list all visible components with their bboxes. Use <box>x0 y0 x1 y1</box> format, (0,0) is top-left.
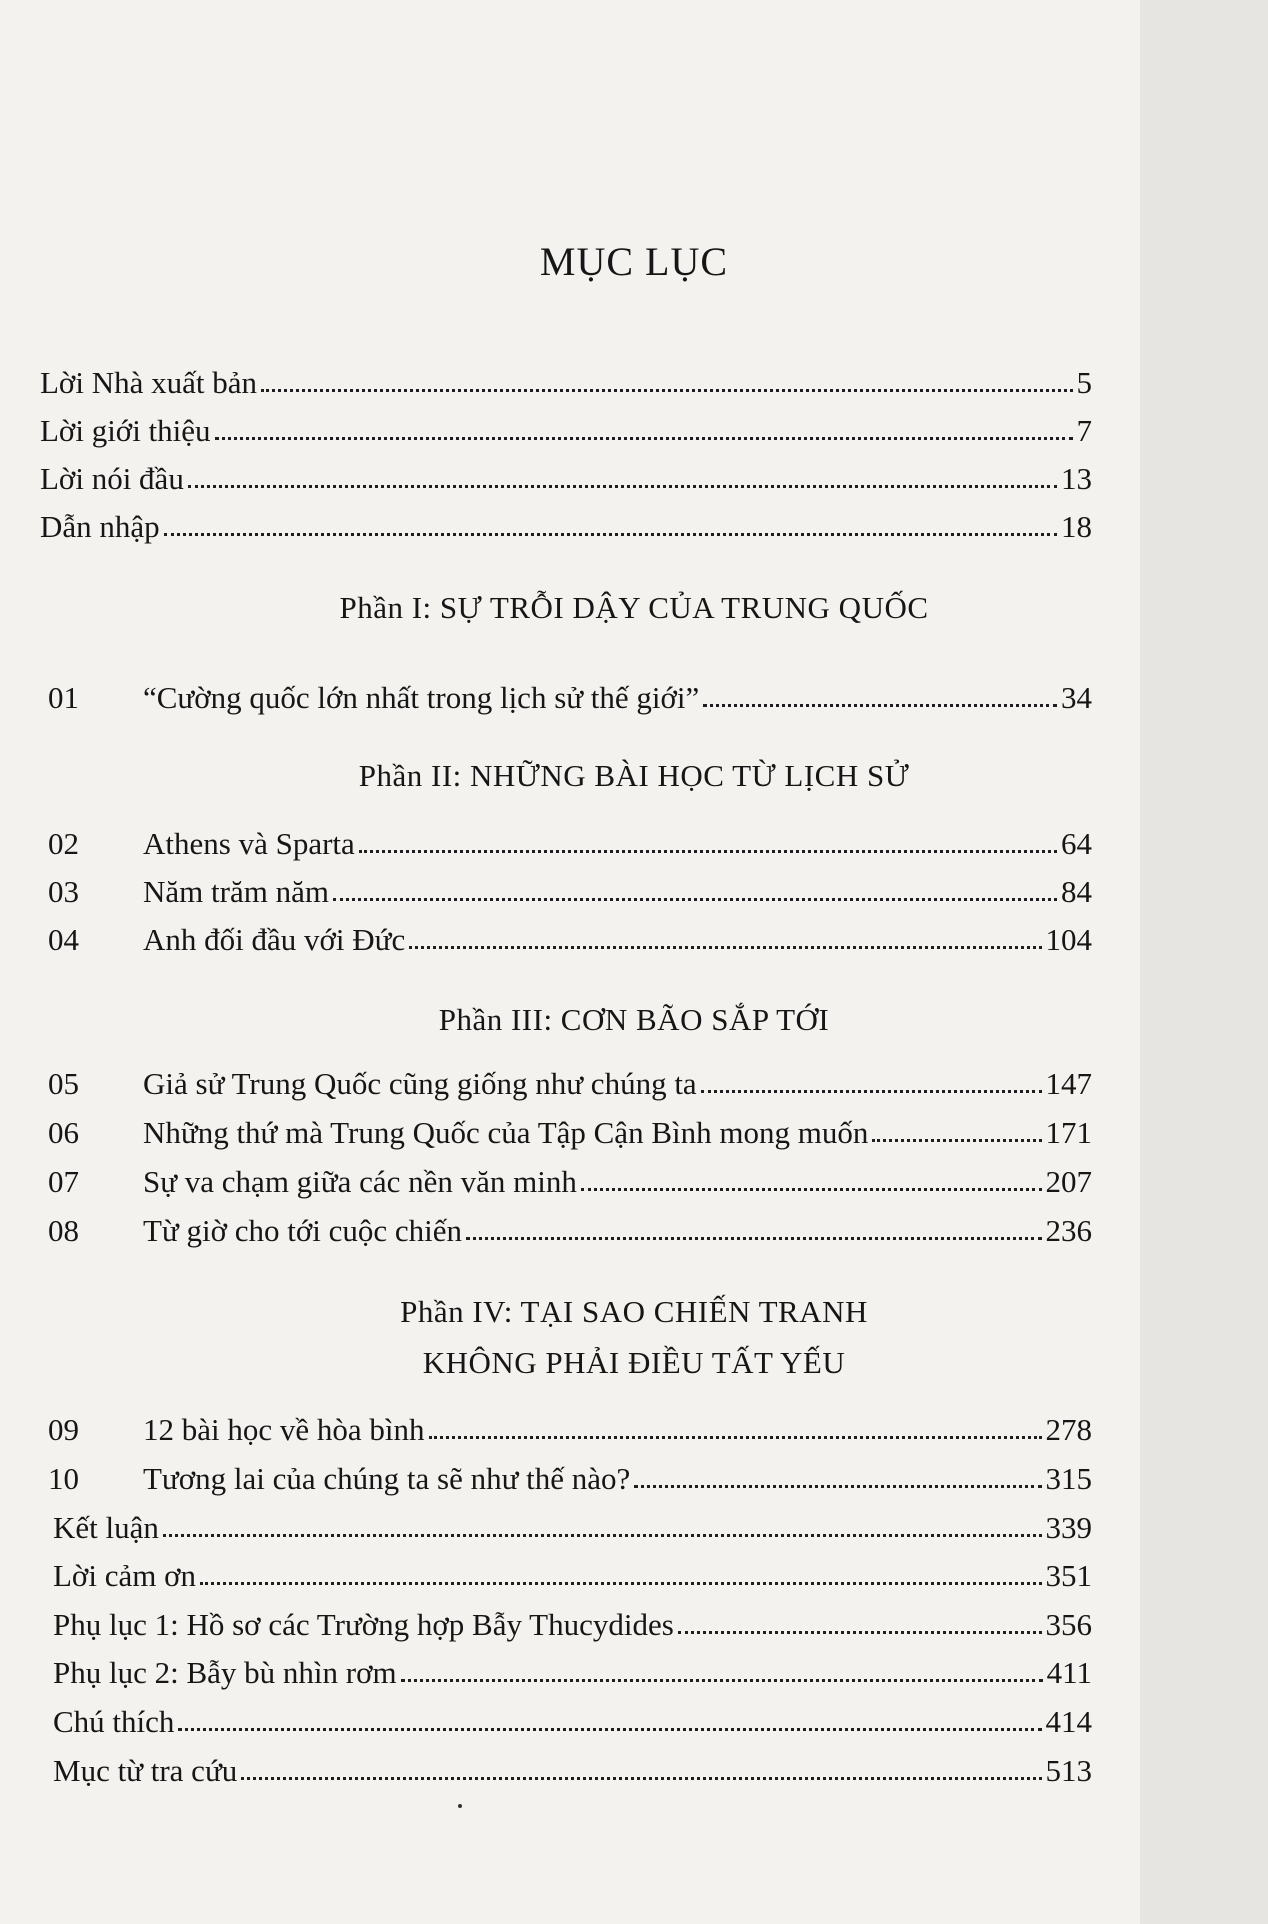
entry-page: 64 <box>1061 826 1092 861</box>
entry-page: 351 <box>1045 1558 1092 1593</box>
entry-label: Kết luận <box>53 1510 159 1545</box>
part-heading: KHÔNG PHẢI ĐIỀU TẤT YẾU <box>422 1345 846 1380</box>
toc-entry <box>40 357 1092 401</box>
part-heading: Phần II: NHỮNG BÀI HỌC TỪ LỊCH SỬ <box>358 758 910 793</box>
page-edge-shadow <box>1140 0 1268 1924</box>
entry-page: 147 <box>1045 1066 1092 1101</box>
dot-leader <box>200 1582 1042 1585</box>
toc-entry <box>48 866 1092 910</box>
entry-label: Lời Nhà xuất bản <box>40 365 257 400</box>
entry-label: Những thứ mà Trung Quốc của Tập Cận Bình mong muốn <box>143 1115 869 1150</box>
entry-label: Anh đối đầu với Đức <box>143 922 406 957</box>
entry-page: 171 <box>1045 1115 1092 1150</box>
toc-entry <box>53 1745 1092 1789</box>
chapter-number: 04 <box>48 922 79 957</box>
chapter-number: 07 <box>48 1164 79 1199</box>
chapter-number: 02 <box>48 826 79 861</box>
chapter-number: 08 <box>48 1213 79 1248</box>
chapter-number: 01 <box>48 680 79 715</box>
dot-leader <box>178 1728 1041 1731</box>
entry-label: “Cường quốc lớn nhất trong lịch sử thế giới” <box>143 680 700 715</box>
chapter-number: 06 <box>48 1115 79 1150</box>
entry-page: 34 <box>1061 680 1092 715</box>
entry-page: 5 <box>1076 365 1092 400</box>
dot-leader <box>333 898 1057 901</box>
toc-entry <box>53 1502 1092 1546</box>
part-heading: Phần III: CƠN BÃO SẮP TỚI <box>438 1002 830 1037</box>
dot-leader <box>241 1777 1041 1780</box>
toc-entry <box>48 1205 1092 1249</box>
toc-entry <box>48 1453 1092 1497</box>
entry-label: Sự va chạm giữa các nền văn minh <box>143 1164 577 1199</box>
entry-page: 356 <box>1045 1607 1092 1642</box>
entry-page: 84 <box>1061 874 1092 909</box>
entry-page: 13 <box>1061 461 1092 496</box>
page-title: MỤC LỤC <box>539 239 729 284</box>
entry-label: Lời nói đầu <box>40 461 184 496</box>
dot-leader <box>581 1188 1042 1191</box>
dot-leader <box>872 1139 1041 1142</box>
dot-leader <box>401 1679 1043 1682</box>
toc-entry <box>48 1156 1092 1200</box>
toc-entry <box>53 1647 1092 1691</box>
entry-label: Lời giới thiệu <box>40 413 211 448</box>
toc-entry <box>40 405 1092 449</box>
dot-leader <box>701 1090 1042 1093</box>
entry-label: Từ giờ cho tới cuộc chiến <box>143 1213 463 1248</box>
dot-leader <box>409 946 1041 949</box>
chapter-number: 03 <box>48 874 79 909</box>
dot-leader <box>164 533 1057 536</box>
entry-label: Lời cảm ơn <box>53 1558 196 1593</box>
entry-label: Tương lai của chúng ta sẽ như thế nào? <box>143 1461 631 1496</box>
toc-entry <box>48 672 1092 716</box>
part-heading: Phần IV: TẠI SAO CHIẾN TRANH <box>400 1294 868 1329</box>
dot-leader <box>429 1436 1042 1439</box>
toc-entry <box>48 1404 1092 1448</box>
entry-page: 414 <box>1045 1704 1092 1739</box>
entry-page: 7 <box>1076 413 1092 448</box>
part-heading: Phần I: SỰ TRỖI DẬY CỦA TRUNG QUỐC <box>339 590 929 625</box>
entry-page: 339 <box>1045 1510 1092 1545</box>
dot-leader <box>359 850 1057 853</box>
entry-page: 315 <box>1045 1461 1092 1496</box>
entry-page: 411 <box>1046 1655 1092 1690</box>
dot-leader <box>261 389 1073 392</box>
dot-leader <box>703 704 1057 707</box>
entry-label: Giả sử Trung Quốc cũng giống như chúng ta <box>143 1066 697 1101</box>
entry-label: 12 bài học về hòa bình <box>143 1412 425 1447</box>
toc-entry <box>48 914 1092 958</box>
chapter-number: 10 <box>48 1461 79 1496</box>
print-speck <box>458 1804 462 1808</box>
toc-entry <box>40 453 1092 497</box>
dot-leader <box>466 1237 1041 1240</box>
dot-leader <box>634 1485 1041 1488</box>
chapter-number: 09 <box>48 1412 79 1447</box>
dot-leader <box>678 1631 1042 1634</box>
entry-label: Năm trăm năm <box>143 874 329 909</box>
entry-label: Chú thích <box>53 1704 175 1739</box>
toc-entry <box>53 1599 1092 1643</box>
entry-label: Mục từ tra cứu <box>53 1753 238 1788</box>
toc-entry <box>53 1696 1092 1740</box>
entry-page: 207 <box>1045 1164 1092 1199</box>
entry-label: Phụ lục 2: Bẫy bù nhìn rơm <box>53 1655 397 1690</box>
toc-entry <box>40 501 1092 545</box>
entry-page: 104 <box>1045 922 1092 957</box>
toc-entry <box>48 1107 1092 1151</box>
entry-page: 236 <box>1045 1213 1092 1248</box>
entry-page: 18 <box>1061 509 1092 544</box>
dot-leader <box>188 485 1057 488</box>
entry-label: Dẫn nhập <box>40 509 160 544</box>
dot-leader <box>215 437 1073 440</box>
entry-label: Athens và Sparta <box>143 826 355 861</box>
chapter-number: 05 <box>48 1066 79 1101</box>
entry-page: 513 <box>1045 1753 1092 1788</box>
toc-entry <box>48 1058 1092 1102</box>
entry-page: 278 <box>1045 1412 1092 1447</box>
toc-entry <box>53 1550 1092 1594</box>
dot-leader <box>163 1534 1042 1537</box>
entry-label: Phụ lục 1: Hồ sơ các Trường hợp Bẫy Thucydides <box>53 1607 674 1642</box>
toc-entry <box>48 818 1092 862</box>
